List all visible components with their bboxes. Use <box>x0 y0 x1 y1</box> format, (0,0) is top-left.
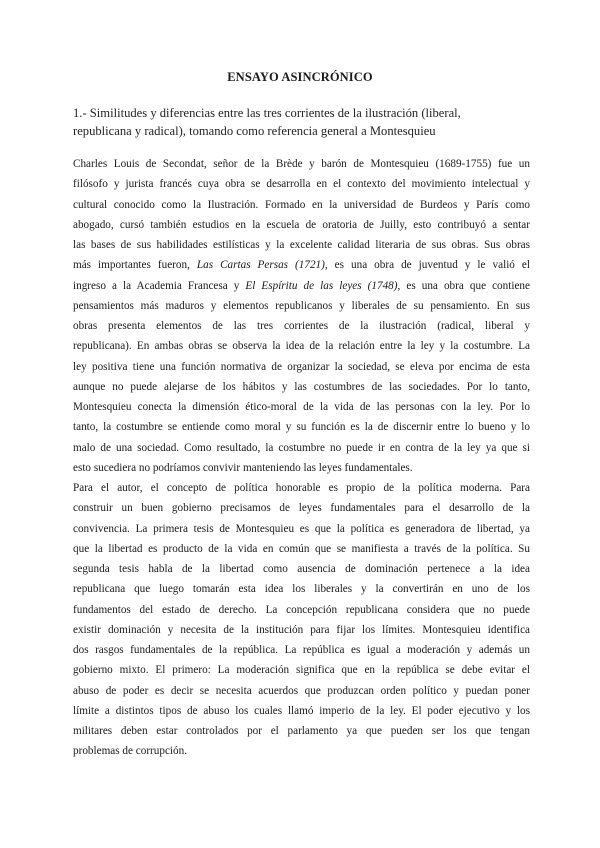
text-line: esto sucediera no podríamos convivir manteniendo las leyes fundamentales. <box>73 461 413 474</box>
text-line: Para el autor, el concepto de política honorable es propio de la política moderna. Para <box>73 482 530 494</box>
text-line: aunque no puede alejarse de los hábitos y las costumbres de las sociedades. Por lo tanto, <box>73 380 530 393</box>
text-line: límite a distintos tipos de abuso los cuales llamó imperio de la ley. El poder ejecutivo y los <box>73 704 530 717</box>
text-line: militares deben estar controlados por el parlamento ya que pueden ser los que tengan <box>73 725 530 737</box>
text-line: tanto, la costumbre se entiende como moral y su función es la de discernir entre lo bueno y lo <box>73 421 530 434</box>
text-line: existir dominación y necesita de la institución para fijar los límites. Montesquieu identifica <box>73 623 530 636</box>
text-run: , es una obra que contiene <box>397 279 530 292</box>
essay-title: ENSAYO ASINCRÓNICO <box>227 70 373 84</box>
text-line: fundamentos del estado de derecho. La concepción republicana considera que no puede <box>73 603 530 616</box>
text-line: que la libertad es producto de la vida en común que se manifiesta a través de la política. Su <box>73 542 530 555</box>
book-title: Las Cartas Persas (1721) <box>196 259 325 272</box>
question-heading-line: 1.- Similitudes y diferencias entre las tres corrientes de la ilustración (liberal, <box>73 106 461 120</box>
book-title: El Espíritu de las leyes (1748) <box>245 279 398 292</box>
text-line: ley positiva tiene una función normativa de organizar la sociedad, se eleva por encima de esta <box>73 360 530 373</box>
text-line: republicana que luego tomarán esta idea los liberales y la convertirán en uno de los <box>73 583 530 596</box>
text-line: abogado, cursó también estudios en la escuela de oratoria de Juilly, esto contribuyó a sentar <box>73 218 530 231</box>
text-line: segunda tesis habla de la libertad como ausencia de dominación pertenece a la idea <box>73 563 530 575</box>
text-line: Montesquieu conecta la dimensión ético-moral de la vida de las personas con la ley. Por lo <box>73 401 530 413</box>
text-line: problemas de corrupción. <box>73 745 188 758</box>
text-line: gobierno mixto. El primero: La moderación significa que en la república se debe evitar el <box>73 664 530 677</box>
text-line: las bases de sus habilidades estilísticas y la excelente calidad literaria de sus obras. Sus obras <box>73 239 530 251</box>
text-line: dos rasgos fundamentales de la república. La república es igual a moderación y además un <box>73 644 530 656</box>
question-heading-line: republicana y radical), tomando como referencia general a Montesquieu <box>73 124 436 138</box>
text-line: republicana). En ambas obras se observa la idea de la relación entre la ley y la costumbre. La <box>73 340 530 353</box>
paragraph-2 <box>73 478 530 762</box>
text-line: obras presenta elementos de las tres corrientes de la ilustración (radical, liberal y <box>73 320 530 332</box>
question-heading <box>73 104 543 140</box>
text-line: abuso de poder es decir se necesita acuerdos que produzcan orden político y puedan poner <box>73 684 530 697</box>
essay-body <box>73 154 530 762</box>
text-line: construir un buen gobierno precisamos de leyes fundamentales para el desarrollo de la <box>73 502 530 515</box>
text-run: ingreso a la Academia Francesa y <box>73 279 246 292</box>
text-line: cultural conocido como la Ilustración. Formado en la universidad de Burdeos y París como <box>73 198 530 211</box>
text-line <box>73 255 530 275</box>
text-line: filósofo y jurista francés cuya obra se desarrolla en el contexto del movimiento intelectual y <box>73 178 530 191</box>
text-line: malo de una sociedad. Como resultado, la costumbre no puede ir en contra de la ley ya que si <box>73 441 530 454</box>
text-line <box>73 276 530 296</box>
paragraph-1 <box>73 154 530 478</box>
text-line: convivencia. La primera tesis de Montesquieu es que la política es generadora de libertad, ya <box>73 522 530 535</box>
text-line: pensamientos más maduros y elementos republicanos y liberales de su pensamiento. En sus <box>73 299 530 312</box>
text-line: Charles Louis de Secondat, señor de la Brède y barón de Montesquieu (1689-1755) fue un <box>73 158 530 170</box>
text-run: más importantes fueron, <box>73 259 197 272</box>
text-run: , es una obra de juventud y le valió el <box>324 259 530 272</box>
